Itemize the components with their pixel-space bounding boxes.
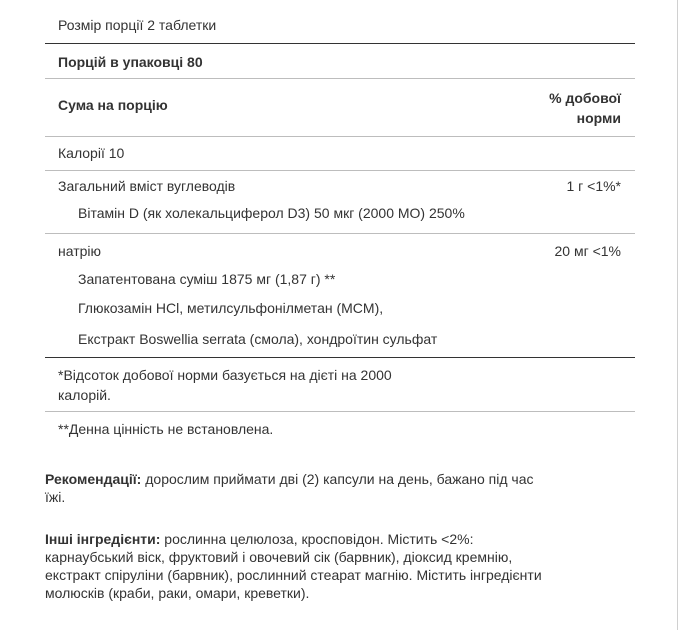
vitamin-d: Вітамін D (як холекальциферол D3) 50 мкг (2000 МО) 250% bbox=[78, 205, 465, 221]
footnote-daily-value-line2: калорій. bbox=[58, 387, 111, 403]
carbs-label: Загальний вміст вуглеводів bbox=[58, 178, 236, 194]
other-ingredients-label: Інші інгредієнти: bbox=[45, 531, 161, 547]
servings-per-container: Порцій в упаковці 80 bbox=[58, 54, 203, 70]
blend-ingredients-row-1 bbox=[45, 295, 635, 325]
amount-per-serving-header: Сума на порцію bbox=[58, 97, 168, 113]
page-right-border bbox=[677, 0, 678, 630]
footnote-not-established-row bbox=[45, 412, 635, 446]
servings-per-container-row bbox=[45, 44, 635, 79]
footnote-daily-value-line1: *Відсоток добової норми базується на дієті на 2000 bbox=[58, 367, 392, 383]
calories: Калорії 10 bbox=[58, 145, 125, 161]
daily-value-header-line1: % добової bbox=[549, 90, 621, 106]
recommendations bbox=[45, 470, 635, 506]
blend-row bbox=[45, 265, 635, 295]
recommendations-text-1: дорослим приймати дві (2) капсули на день, бажано під час bbox=[141, 471, 534, 487]
blend-ingredients-row-2 bbox=[45, 325, 635, 358]
calories-row bbox=[45, 137, 635, 171]
serving-size-row bbox=[45, 0, 635, 44]
header-row bbox=[45, 79, 635, 137]
daily-value-header bbox=[549, 88, 621, 128]
sodium-label: натрію bbox=[58, 243, 102, 259]
other-ingredients-text-2: карнаубський віск, фруктовий і овочевий сік (барвник), діоксид кремнію, bbox=[45, 549, 513, 565]
sodium-row bbox=[45, 234, 635, 265]
other-ingredients-text-4: молюсків (краби, раки, омари, креветки). bbox=[45, 585, 310, 601]
recommendations-label: Рекомендації: bbox=[45, 471, 142, 487]
daily-value-header-line2: норми bbox=[576, 110, 621, 126]
other-ingredients-text-1: рослинна целюлоза, кросповідон. Містить <2%: bbox=[160, 531, 474, 547]
blend-ingredients-2: Екстракт Boswellia serrata (смола), хондроїтин сульфат bbox=[78, 331, 438, 347]
serving-size: Розмір порції 2 таблетки bbox=[58, 17, 217, 33]
sodium-value: 20 мг <1% bbox=[554, 243, 621, 259]
other-ingredients bbox=[45, 530, 635, 602]
carbs-value: 1 г <1%* bbox=[566, 178, 621, 194]
footnote-daily-value-row bbox=[45, 358, 635, 412]
footnote-not-established: **Денна цінність не встановлена. bbox=[58, 421, 274, 437]
carbs-row bbox=[45, 171, 635, 201]
recommendations-text-2: їжі. bbox=[45, 489, 66, 505]
supplement-facts-table bbox=[45, 0, 635, 446]
footnote-daily-value bbox=[58, 365, 392, 405]
proprietary-blend: Запатентована суміш 1875 мг (1,87 г) ** bbox=[78, 271, 336, 287]
vitamin-d-row bbox=[45, 201, 635, 234]
other-ingredients-text-3: екстракт спіруліни (барвник), рослинний стеарат магнію. Містить інгредієнти bbox=[45, 567, 542, 583]
blend-ingredients-1: Глюкозамін HCl, метилсульфонілметан (MCM), bbox=[78, 300, 384, 316]
